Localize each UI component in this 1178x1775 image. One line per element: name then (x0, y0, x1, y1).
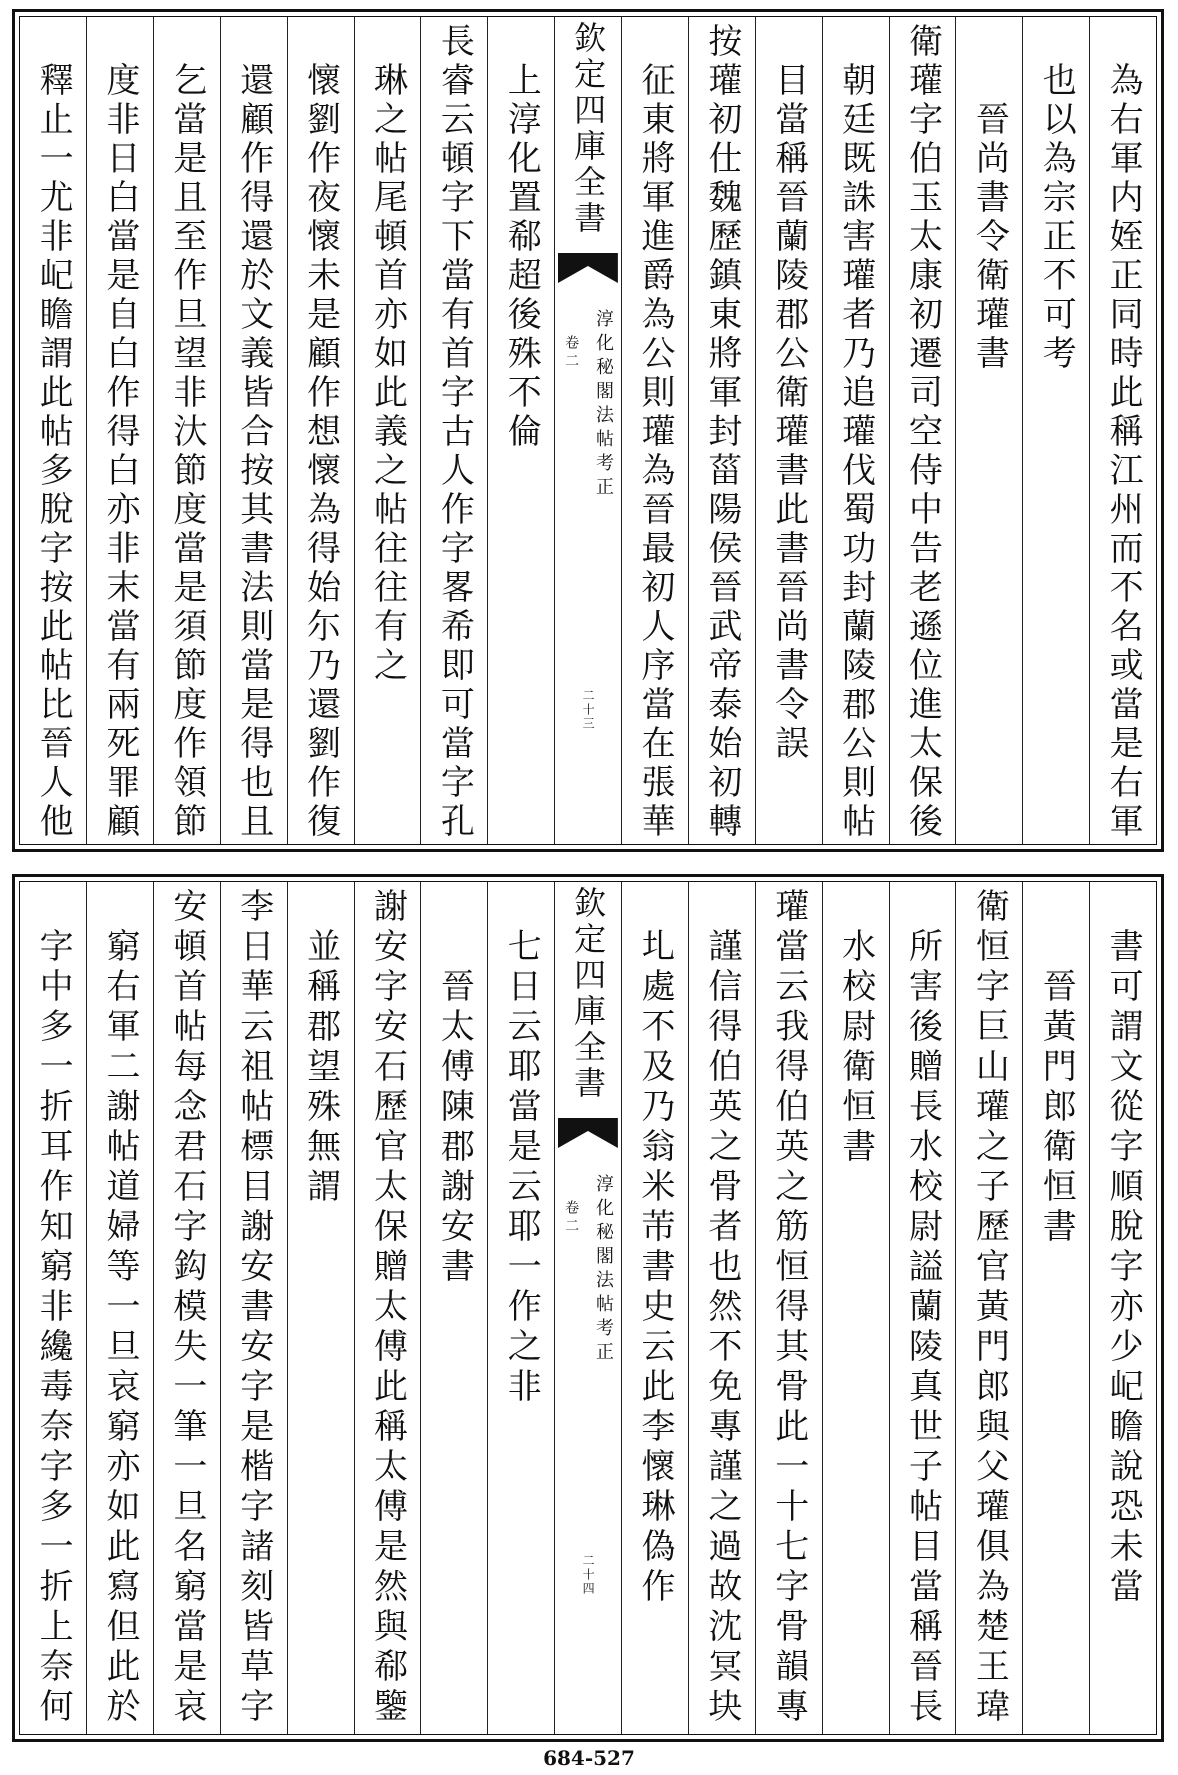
column-grid (19, 881, 1157, 1735)
text-column (621, 17, 688, 844)
column-text: 字中多一折耳作知窮非纔毒奈字多一折上奈何 (33, 928, 74, 1728)
text-column (20, 882, 86, 1734)
column-text: 為右軍内姪正同時此稱江州而不名或當是右軍 (1103, 62, 1144, 842)
column-text: 長睿云頓字下當有首字古人作字畧希即可當字孔 (434, 23, 475, 842)
text-column (621, 882, 688, 1734)
text-column (220, 17, 287, 844)
column-text: 窮右軍二謝帖道婦等一旦哀窮亦如此寫但此於 (99, 928, 140, 1728)
text-column (354, 882, 421, 1734)
column-text: 水校尉衛恒書 (835, 928, 876, 1168)
leaf-number: 二十三 (581, 689, 596, 731)
column-text: 釋止一尤非屺瞻謂此帖多脫字按此帖比晉人他 (33, 62, 74, 842)
text-column (86, 17, 153, 844)
page-footer-number: 684-527 (543, 1746, 635, 1770)
column-text: 衛恒字巨山瓘之子歷官黃門郎與父瓘俱為楚王瑋 (969, 888, 1010, 1728)
column-text: 征東將軍進爵為公則瓘為晉最初人序當在張華 (634, 62, 675, 842)
column-text: 書可謂文從字順脫字亦少屺瞻說恐未當 (1103, 928, 1144, 1608)
column-text: 乞當是且至作旦望非汏節度當是須節度作領節 (166, 62, 207, 842)
column-text: 按瓘初仕魏歷鎮東將軍封菑陽侯晉武帝泰始初轉 (701, 23, 742, 842)
column-text: 謹信得伯英之骨者也然不免專謹之過故沈冥块 (701, 928, 742, 1728)
page-panel-top (12, 9, 1164, 852)
text-column (1089, 17, 1156, 844)
text-column (287, 17, 354, 844)
text-column (354, 17, 421, 844)
column-text: 還顧作得還於文義皆合按其書法則當是得也且 (233, 62, 274, 842)
text-column (20, 17, 86, 844)
series-title: 欽定四庫全書 (569, 21, 608, 237)
book-title: 淳化秘閣法帖考正 (593, 1174, 614, 1366)
volume-label: 卷二 (563, 335, 580, 371)
column-text: 目當稱晉蘭陵郡公衛瓘書此書晉尚書令誤 (768, 62, 809, 764)
column-text: 謝安字安石歷官太保贈太傅此稱太傅是然與郗鑒 (367, 888, 408, 1728)
text-column (755, 882, 822, 1734)
column-text: 上淳化置郗超後殊不倫 (501, 62, 542, 452)
text-column (1089, 882, 1156, 1734)
text-column (822, 17, 889, 844)
text-column (487, 17, 554, 844)
column-text: 圠處不及乃翁米芾書史云此李懷琳偽作 (634, 928, 675, 1608)
text-column (889, 17, 956, 844)
fishtail-ornament-icon (558, 253, 618, 283)
column-text: 也以為宗正不可考 (1036, 62, 1077, 374)
text-column (487, 882, 554, 1734)
entry-heading: 晉太傅陳郡謝安書 (434, 968, 475, 1288)
text-column (86, 882, 153, 1734)
column-text: 度非日白當是自白作得白亦非末當有兩死罪顧 (99, 62, 140, 842)
text-column (688, 882, 755, 1734)
column-text: 所害後贈長水校尉謚蘭陵真世子帖目當稱晉長 (902, 928, 943, 1728)
column-text: 衛瓘字伯玉太康初遷司空侍中告老遜位進太保後 (902, 23, 943, 842)
text-column (688, 17, 755, 844)
column-text: 安頓首帖每念君石字鈎模失一筆一旦名窮當是哀 (166, 888, 207, 1728)
column-text: 朝廷既誅害瓘者乃追瓘伐蜀功封蘭陵郡公則帖 (835, 62, 876, 842)
entry-heading-column (420, 882, 487, 1734)
text-column (1022, 17, 1089, 844)
text-column (153, 17, 220, 844)
column-text: 瓘當云我得伯英之筋恒得其骨此一十七字骨韻專 (768, 888, 809, 1728)
fishtail-ornament-icon (558, 1118, 618, 1148)
column-text: 七日云耶當是云耶一作之非 (501, 928, 542, 1408)
text-column (955, 882, 1022, 1734)
leaf-number: 二十四 (581, 1554, 596, 1596)
text-column (889, 882, 956, 1734)
entry-heading: 晉尚書令衛瓘書 (969, 101, 1010, 374)
text-column (220, 882, 287, 1734)
column-text: 懷劉作夜懷未是顧作想懷為得始尓乃還劉作復 (300, 62, 341, 842)
entry-heading-column (955, 17, 1022, 844)
center-fold-column (554, 882, 621, 1734)
text-column (420, 17, 487, 844)
page-panel-bottom (12, 874, 1164, 1742)
entry-heading-column (1022, 882, 1089, 1734)
center-fold-column (554, 17, 621, 844)
series-title: 欽定四庫全書 (569, 886, 608, 1102)
text-column (755, 17, 822, 844)
column-text: 琳之帖尾頓首亦如此義之帖往往有之 (367, 62, 408, 686)
column-text: 並稱郡望殊無謂 (300, 928, 341, 1208)
book-title: 淳化秘閣法帖考正 (593, 309, 614, 501)
text-column (153, 882, 220, 1734)
text-column (822, 882, 889, 1734)
text-column (287, 882, 354, 1734)
column-text: 李日華云祖帖標目謝安書安字是楷字諸刻皆草字 (233, 888, 274, 1728)
entry-heading: 晉黃門郎衛恒書 (1036, 968, 1077, 1248)
volume-label: 卷二 (563, 1200, 580, 1236)
column-grid (19, 16, 1157, 845)
